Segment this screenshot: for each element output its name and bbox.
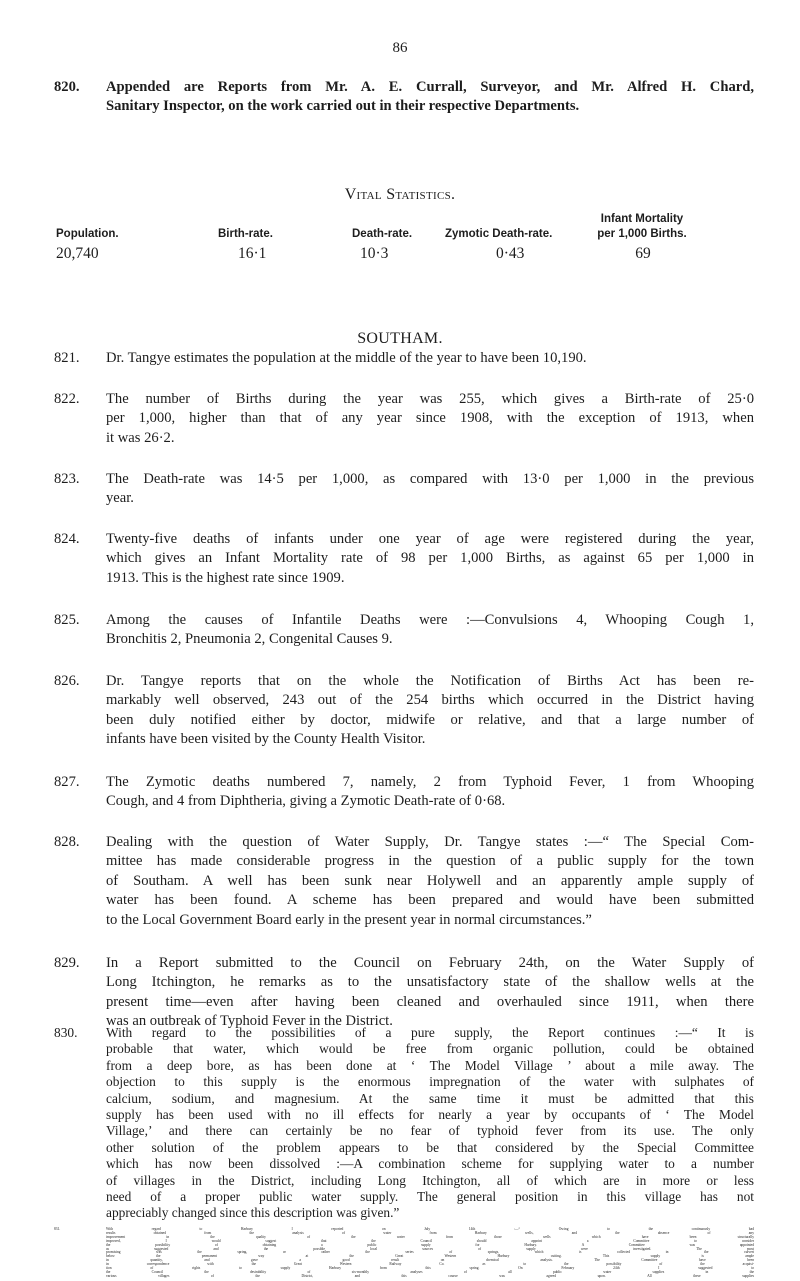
infant-mortality-header-line2: per 1,000 Births. bbox=[597, 228, 687, 240]
population-value: 20,740 bbox=[56, 245, 99, 262]
text-line: was an outbreak of Typhoid Fever in the District. bbox=[106, 1013, 393, 1030]
paragraph-number: 823. bbox=[54, 471, 80, 487]
text-line: in quantity, and gave a good result on chemical analysis. The Committee have been bbox=[106, 1258, 754, 1263]
text-line: In a Report submitted to the Council on February 24th, on the Water Supply of bbox=[106, 955, 754, 971]
text-line: of villages in the District, including Long Itchington, all of which are in more or less bbox=[106, 1172, 754, 1188]
text-line: Long Itchington, he remarks as to the unsatisfactory state of the shallow wells at the bbox=[106, 974, 754, 991]
text-line: year. bbox=[106, 490, 134, 507]
text-line: The Zymotic deaths numbered 7, namely, 2 from Typhoid Fever, 1 from Whooping bbox=[106, 774, 754, 790]
zymotic-value: 0·43 bbox=[496, 245, 525, 262]
text-line: The Death-rate was 14·5 per 1,000, as compared with 13·0 per 1,000 in the previous bbox=[106, 471, 754, 487]
population-header: Population. bbox=[56, 228, 119, 240]
text-line: the possibility of obtaining a public supply for Harbury. A Committee was appointed bbox=[106, 1242, 754, 1247]
text-line: improvement in the quality of the water from those wells which have been structurally bbox=[106, 1234, 754, 1239]
paragraph-number: 822. bbox=[54, 391, 80, 407]
text-line: Dealing with the question of Water Supply, Dr. Tangye states :—“ The Special Com- bbox=[106, 834, 754, 850]
text-line: Village,’ and there can certainly be no fear of typhoid fever from its use. The only bbox=[106, 1123, 754, 1139]
birth-rate-header: Birth-rate. bbox=[218, 228, 273, 240]
paragraph-number: 827. bbox=[54, 774, 80, 790]
text-line: per 1,000, higher than that of any year since 1908, with the exception of 1913, when bbox=[106, 410, 754, 427]
paragraph-number: 824. bbox=[54, 531, 80, 547]
text-line: tion of rights to supply Harbury from this spring. On February 24th I suggested to bbox=[106, 1266, 754, 1271]
vital-statistics-title: Vital Statistics. bbox=[344, 186, 456, 203]
paragraph-number: 825. bbox=[54, 612, 80, 628]
paragraph-830 bbox=[54, 1025, 754, 1222]
text-line: appreciably changed since this description was given.” bbox=[106, 1205, 400, 1221]
text-line: With regard to Harbury I reported on July 14th :—“ Owing to the continuously bad bbox=[106, 1227, 754, 1231]
paragraph-820 bbox=[54, 78, 754, 117]
text-line: improved, I would suggest that the Council should appoint a Committee to consider bbox=[106, 1238, 754, 1243]
paragraph-821 bbox=[54, 349, 754, 368]
text-line: With regard to the possibilities of a pure supply, the Report continues :—“ It is bbox=[106, 1025, 754, 1040]
text-line: which has now been dissolved :—A combination scheme for supplying water to a number bbox=[106, 1156, 754, 1172]
text-line: below the permanent way at the Great Western Harbury cutting. This supply is ample bbox=[106, 1254, 754, 1259]
text-line: The number of Births during the year was 255, which gives a Birth-rate of 25·0 bbox=[106, 391, 754, 407]
paragraph-number: 821. bbox=[54, 350, 80, 366]
text-line: markably well observed, 243 out of the 254 births which occurred in the District having bbox=[106, 692, 754, 709]
paragraph-number: 826. bbox=[54, 673, 80, 689]
text-line: various villages of the District, and this course was agreed upon. All these supplies bbox=[106, 1273, 754, 1278]
text-line: mittee has made considerable progress in the question of a public supply for the town bbox=[106, 853, 754, 870]
text-line: Twenty-five deaths of infants under one year of age were registered during the year, bbox=[106, 531, 754, 547]
paragraph-828 bbox=[54, 833, 754, 930]
paragraph-number: 829. bbox=[54, 955, 80, 971]
text-line: been duly notified either by doctor, midwife or relative, and that a large number of bbox=[106, 711, 754, 728]
text-line: to the Local Government Board early in the present year in normal circumstances.” bbox=[106, 911, 592, 928]
birth-rate-value: 16·1 bbox=[238, 245, 267, 262]
section-title: SOUTHAM. bbox=[357, 330, 443, 347]
text-line: probable that water, which would be free from organic pollution, could be obtained bbox=[106, 1041, 754, 1057]
death-rate-header: Death-rate. bbox=[352, 228, 413, 240]
text-line: as suggested and the possible local sources of supply were investigated. The most bbox=[106, 1246, 754, 1251]
text-line: Among the causes of Infantile Deaths were :—Convulsions 4, Whooping Cough 1, bbox=[106, 612, 754, 628]
text-line: Cough, and 4 from Diphtheria, giving a Zymotic Death-rate of 0·68. bbox=[106, 793, 506, 810]
text-line: 1913. This is the highest rate since 1909. bbox=[106, 569, 345, 586]
paragraph-829 bbox=[54, 954, 754, 1032]
infant-mortality-value: 69 bbox=[635, 245, 651, 262]
text-line: need of a proper public water supply. The general position in this village has not bbox=[106, 1189, 754, 1205]
text-line: Dr. Tangye estimates the population at the middle of the year to have been 10,190. bbox=[106, 350, 587, 366]
text-line: present time—even after having been cleaned and overhauled since 1911, when there bbox=[106, 993, 754, 1010]
text-line: other solution of the problem appears to be that considered by the Special Committee bbox=[106, 1139, 754, 1155]
text-line: Appended are Reports from Mr. A. E. Currall, Surveyor, and Mr. Alfred H. Chard, bbox=[106, 79, 754, 95]
text-line: calcium, sodium, and magnesium. At the same time it must be admitted that this bbox=[106, 1090, 754, 1106]
death-rate-value: 10·3 bbox=[360, 245, 389, 262]
paragraph-number: 831. bbox=[54, 1227, 61, 1231]
paragraph-825 bbox=[54, 611, 754, 650]
text-line: Bronchitis 2, Pneumonia 2, Congenital Causes 9. bbox=[106, 631, 393, 648]
text-line: promising was the spring, or rather the series of springs, which is collected in the culvert bbox=[106, 1250, 754, 1255]
paragraph-number: 828. bbox=[54, 834, 80, 850]
paragraph-831 bbox=[54, 1228, 754, 1279]
zymotic-header: Zymotic Death-rate. bbox=[445, 228, 553, 240]
paragraph-826 bbox=[54, 672, 754, 750]
paragraph-number: 830. bbox=[54, 1025, 78, 1040]
text-line: supply has been used with no ill effects for nearly a year by occupants of ‘ The Model bbox=[106, 1107, 754, 1123]
infant-mortality-header-line1: Infant Mortality bbox=[600, 213, 684, 225]
text-line: which gives an Infant Mortality rate of 98 per 1,000 Births, as against 65 per 1,000 in bbox=[106, 550, 754, 567]
paragraph-822 bbox=[54, 390, 754, 448]
text-line: water has been found. A scheme has been prepared and would have been submitted bbox=[106, 892, 754, 909]
text-line: of Southam. A well has been sunk near Holywell and an apparently ample supply of bbox=[106, 872, 754, 889]
text-line: from a deep bore, as has been done at ‘ The Model Village ’ about a mile away. The bbox=[106, 1057, 754, 1073]
text-line: objection to this supply is the enormous impregnation of the water with sulphates of bbox=[106, 1074, 754, 1090]
paragraph-number: 820. bbox=[54, 79, 80, 95]
paragraph-827 bbox=[54, 773, 754, 812]
text-line: Sanitary Inspector, on the work carried out in their respective Departments. bbox=[106, 98, 580, 115]
page-number: 86 bbox=[392, 40, 408, 56]
paragraph-824 bbox=[54, 530, 754, 588]
text-line: it was 26·2. bbox=[106, 429, 175, 446]
text-line: infants have been visited by the County Health Visitor. bbox=[106, 731, 426, 748]
text-line: the Council the desirability of six-monthly analyses of all public water supplies in the bbox=[106, 1269, 754, 1274]
text-line: Dr. Tangye reports that on the whole the Notification of Births Act has been re- bbox=[106, 673, 754, 689]
text-line: results obtained from the analysis of water from Harbury wells, and the absence of any bbox=[106, 1230, 754, 1235]
paragraph-823 bbox=[54, 470, 754, 509]
text-line: in correspondence with the Great Western Railway Co. as to the possibility of the acquisi- bbox=[106, 1262, 754, 1267]
